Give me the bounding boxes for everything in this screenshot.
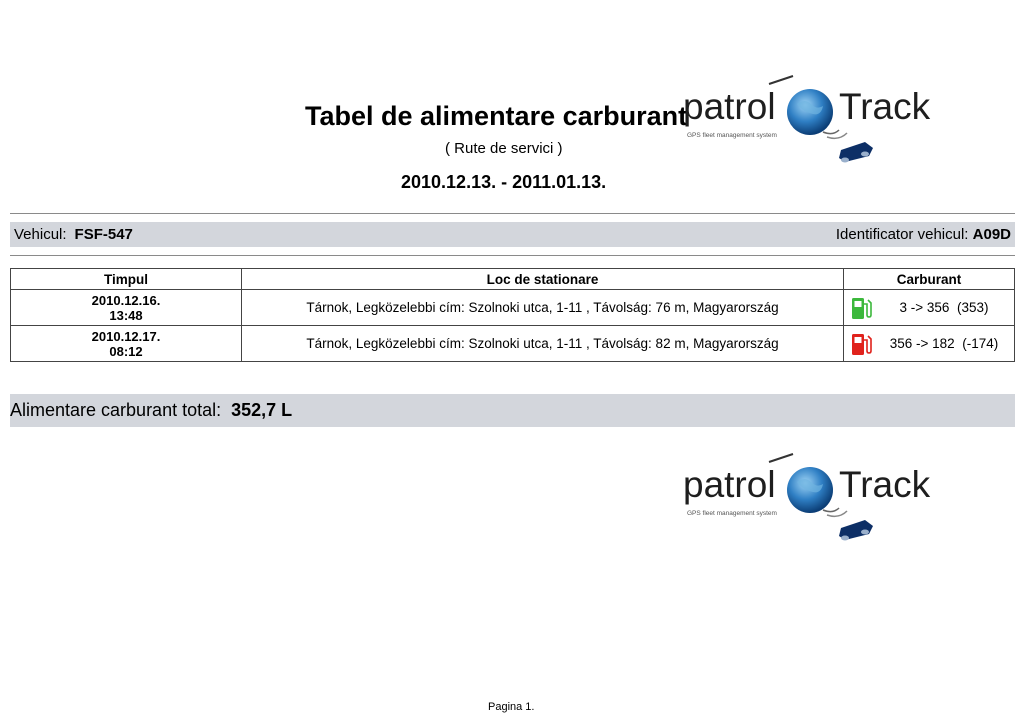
col-header-location: Loc de stationare — [242, 269, 844, 290]
patroltrack-logo-top — [683, 74, 943, 174]
time-cell — [11, 326, 242, 362]
divider-middle — [10, 255, 1015, 256]
logo-word-patrol: patrol — [683, 86, 776, 127]
total-value: 352,7 L — [231, 400, 293, 420]
logo-tagline: GPS fleet management system — [687, 510, 777, 517]
logo-tagline: GPS fleet management system — [687, 132, 777, 139]
date-range: 2010.12.13. - 2011.01.13. — [401, 172, 607, 192]
fuel-value: 356 -> 182 (-174) — [889, 336, 999, 351]
total-label: Alimentare carburant total: — [10, 400, 222, 420]
row-date: 2010.12.16. — [91, 292, 161, 308]
fuel-cell — [844, 290, 1015, 326]
table-header-row — [11, 269, 1015, 290]
patroltrack-logo-bottom — [683, 452, 943, 552]
total-bar — [10, 394, 1015, 427]
location-cell: Tárnok, Legközelebbi cím: Szolnoki utca, 1-11 , Távolság: 82 m, Magyarország — [242, 326, 844, 362]
time-cell — [11, 290, 242, 326]
fuel-pump-green-icon — [850, 295, 872, 321]
refuel-table — [10, 268, 1015, 362]
col-header-fuel: Carburant — [844, 269, 1015, 290]
vehicle-label: Vehicul: — [14, 226, 67, 243]
logo-word-patrol: patrol — [683, 464, 776, 505]
page-number: Pagina 1. — [488, 701, 535, 713]
row-date: 2010.12.17. — [91, 328, 161, 344]
report-subtitle: ( Rute de servici ) — [445, 140, 563, 157]
logo-word-track: Track — [839, 86, 931, 127]
vehicle-value: FSF-547 — [74, 226, 133, 243]
logo-word-track: Track — [839, 464, 931, 505]
fuel-pump-red-icon — [850, 331, 872, 357]
report-title: Tabel de alimentare carburant — [305, 101, 688, 131]
location-cell: Tárnok, Legközelebbi cím: Szolnoki utca, 1-11 , Távolság: 76 m, Magyarország — [242, 290, 844, 326]
divider-top — [10, 213, 1015, 214]
fuel-cell — [844, 326, 1015, 362]
fuel-value: 3 -> 356 (353) — [899, 300, 989, 315]
vehicle-bar — [10, 222, 1015, 247]
table-row — [11, 326, 1015, 362]
row-time: 08:12 — [109, 343, 143, 359]
row-time: 13:48 — [109, 307, 143, 323]
vehicle-id-label: Identificator vehicul: — [835, 226, 969, 243]
table-row — [11, 290, 1015, 326]
vehicle-id-value: A09D — [972, 226, 1011, 243]
col-header-time: Timpul — [11, 269, 242, 290]
